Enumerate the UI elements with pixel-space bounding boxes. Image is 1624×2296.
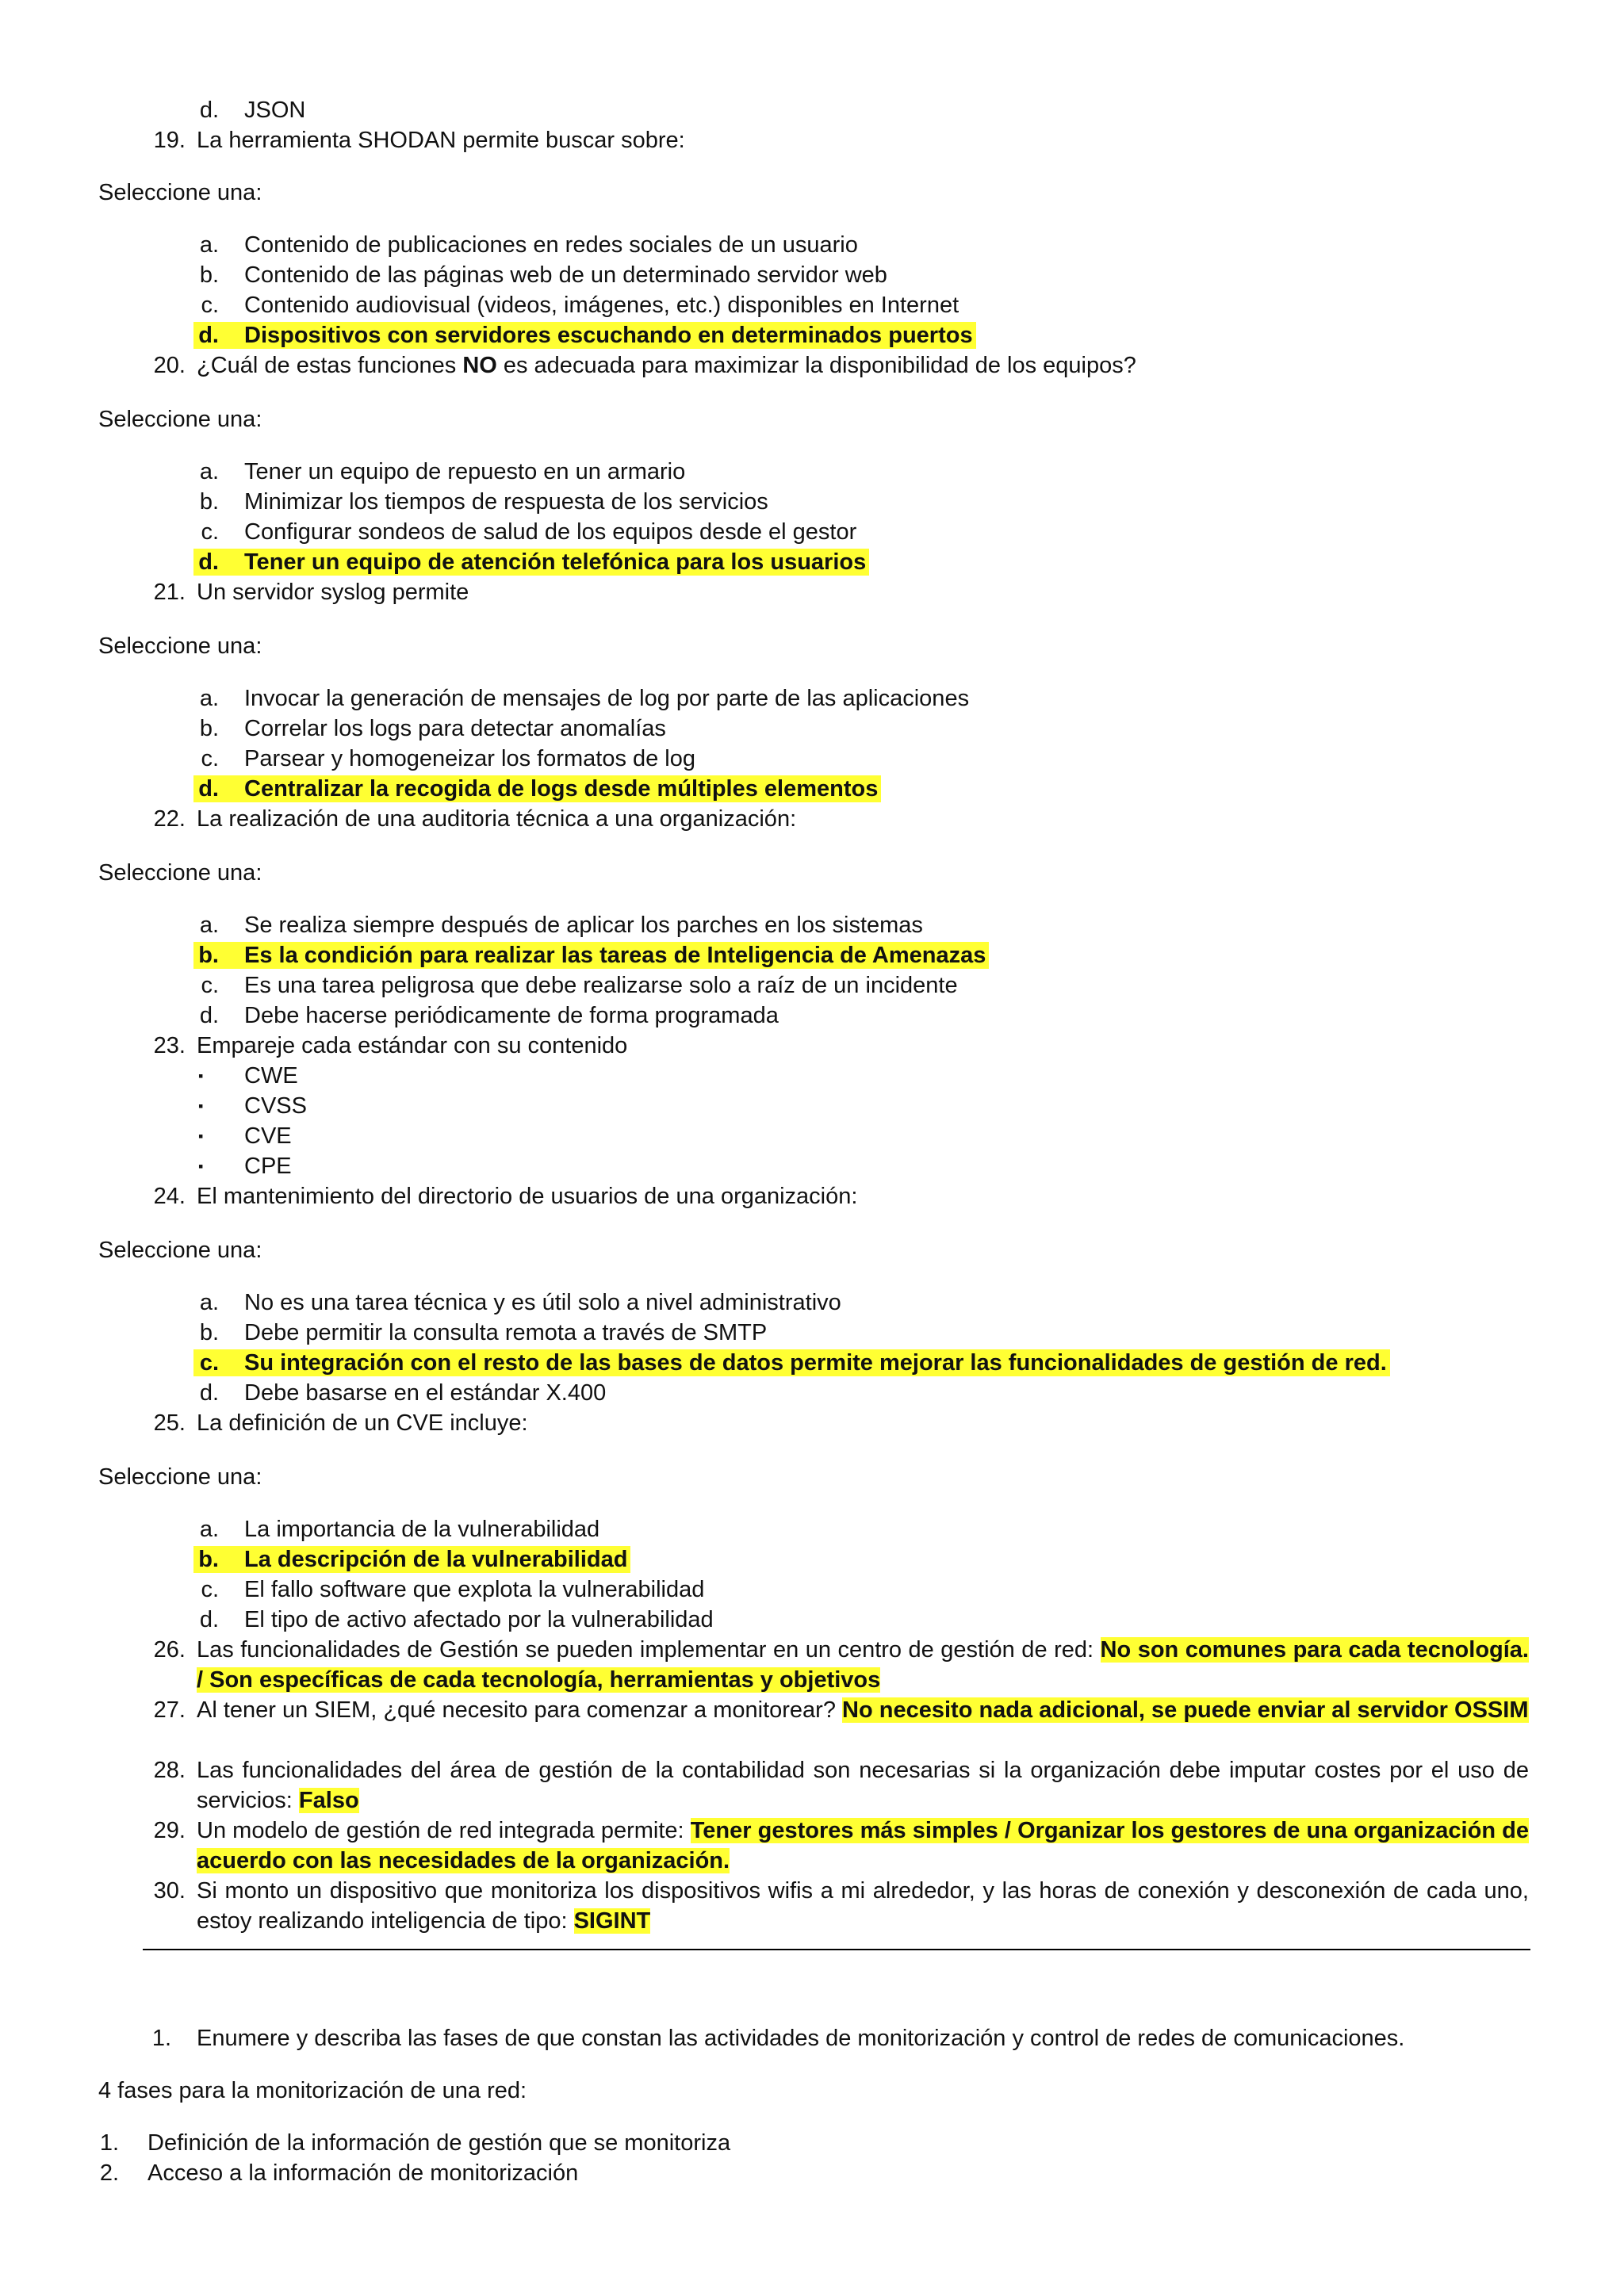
highlighted-answer: Tener gestores más simples / Organizar los gestores de una organización de acuerdo con las necesidades de la organización. <box>197 1818 1529 1873</box>
question-text <box>197 350 1136 381</box>
square-bullet-icon: ▪ <box>198 1098 204 1114</box>
question-text-part: Empareje cada estándar con su contenido <box>197 1033 628 1058</box>
question-text <box>197 1031 627 1061</box>
question-text: Al tener un SIEM, ¿qué necesito para comenzar a monitorear? <box>197 1697 843 1723</box>
question-with-answer <box>197 1876 1529 1936</box>
option-letter: d. <box>198 323 219 348</box>
option-letter: a. <box>199 232 219 258</box>
list-item-text: Definición de la información de gestión que se monitoriza <box>147 2130 731 2156</box>
question-emphasis: NO <box>462 353 497 378</box>
highlighted-answer: No son comunes para cada tecnología. / Son específicas de cada tecnología, herramientas y objetivos <box>197 1637 1529 1693</box>
option-text: La importancia de la vulnerabilidad <box>244 1517 600 1542</box>
option-letter: c. <box>201 973 219 998</box>
question-text-part: La realización de una auditoria técnica a una organización: <box>197 806 797 832</box>
option-letter: b. <box>199 262 219 288</box>
question-with-answer <box>197 1755 1529 1816</box>
question-with-answer <box>197 1816 1529 1876</box>
option-text: El tipo de activo afectado por la vulnerabilidad <box>244 1607 714 1632</box>
square-bullet-icon: ▪ <box>198 1158 204 1174</box>
section2-question-number: 1. <box>151 2026 171 2051</box>
question-text <box>197 1181 857 1211</box>
option-letter: b. <box>198 943 219 968</box>
bullet-text: CVE <box>244 1123 292 1149</box>
option-text: Debe hacerse periódicamente de forma programada <box>244 1003 779 1028</box>
option-text: Centralizar la recogida de logs desde múltiples elementos <box>244 776 879 802</box>
option-text: Invocar la generación de mensajes de log por parte de las aplicaciones <box>244 686 970 711</box>
highlighted-answer: SIGINT <box>573 1908 651 1934</box>
option-text: Minimizar los tiempos de respuesta de los servicios <box>244 489 768 515</box>
select-one-label: Seleccione una: <box>98 180 262 205</box>
option-text: Tener un equipo de repuesto en un armario <box>244 459 686 484</box>
question-text <box>197 125 685 155</box>
select-one-label: Seleccione una: <box>98 1238 262 1263</box>
select-one-label: Seleccione una: <box>98 407 262 432</box>
option-letter: c. <box>201 1577 219 1602</box>
option-text: Correlar los logs para detectar anomalías <box>244 716 666 741</box>
question-number: 20. <box>153 353 186 378</box>
question-text: Las funcionalidades del área de gestión de la contabilidad son necesarias si la organización debe imputar costes por el uso de servicios: <box>197 1758 1529 1813</box>
option-text: Es una tarea peligrosa que debe realizarse solo a raíz de un incidente <box>244 973 958 998</box>
question-text: Las funcionalidades de Gestión se pueden implementar en un centro de gestión de red: <box>197 1637 1101 1663</box>
option-letter: c. <box>201 293 219 318</box>
question-number: 27. <box>153 1697 186 1723</box>
option-text: Debe permitir la consulta remota a través de SMTP <box>244 1320 768 1345</box>
section2-question-text: Enumere y describa las fases de que constan las actividades de monitorización y control de redes de comunicaciones. <box>197 2026 1405 2051</box>
option-letter: a. <box>199 1517 219 1542</box>
option-text: Tener un equipo de atención telefónica para los usuarios <box>244 549 867 575</box>
option-letter: a. <box>199 459 219 484</box>
bullet-text: CWE <box>244 1063 298 1089</box>
bullet-text: CPE <box>244 1154 292 1179</box>
option-text: No es una tarea técnica y es útil solo a nivel administrativo <box>244 1290 841 1315</box>
option-text: Es la condición para realizar las tareas de Inteligencia de Amenazas <box>244 943 986 968</box>
question-text: Si monto un dispositivo que monitoriza los dispositivos wifis a mi alrededor, y las horas de conexión y desconexión de cada uno, estoy realizando inteligencia de tipo: <box>197 1878 1529 1934</box>
option-text: Configurar sondeos de salud de los equipos desde el gestor <box>244 519 857 545</box>
option-letter: b. <box>199 716 219 741</box>
select-one-label: Seleccione una: <box>98 1464 262 1490</box>
section-divider <box>143 1949 1530 1950</box>
option-letter: d. <box>199 1003 219 1028</box>
option-letter: c. <box>201 746 219 771</box>
option-text: La descripción de la vulnerabilidad <box>244 1547 628 1572</box>
question-text-part: es adecuada para maximizar la disponibilidad de los equipos? <box>496 353 1136 378</box>
question-number: 30. <box>153 1878 186 1904</box>
question-number: 22. <box>153 806 186 832</box>
option-letter: d. <box>198 776 219 802</box>
option-letter: b. <box>198 1547 219 1572</box>
question-text <box>197 804 796 834</box>
option-text: Debe basarse en el estándar X.400 <box>244 1380 607 1406</box>
question-text-part: La herramienta SHODAN permite buscar sobre: <box>197 128 685 153</box>
option-letter: a. <box>199 913 219 938</box>
list-item-number: 1. <box>99 2130 119 2156</box>
question-text: Un modelo de gestión de red integrada permite: <box>197 1818 691 1843</box>
option-text: Parsear y homogeneizar los formatos de log <box>244 746 696 771</box>
highlighted-answer: No necesito nada adicional, se puede enviar al servidor OSSIM <box>842 1697 1529 1723</box>
option-letter: c. <box>199 1350 219 1376</box>
option-letter: d. <box>199 1380 219 1406</box>
question-text-part: La definición de un CVE incluye: <box>197 1410 528 1436</box>
option-letter: a. <box>199 686 219 711</box>
question-text <box>197 1408 528 1438</box>
question-number: 28. <box>153 1758 186 1783</box>
option-text: El fallo software que explota la vulnerabilidad <box>244 1577 705 1602</box>
question-number: 19. <box>153 128 186 153</box>
option-text: Contenido de publicaciones en redes sociales de un usuario <box>244 232 858 258</box>
option-letter: a. <box>199 1290 219 1315</box>
question-with-answer <box>197 1635 1529 1695</box>
option-text: Dispositivos con servidores escuchando en determinados puertos <box>244 323 973 348</box>
option-letter: d. <box>198 549 219 575</box>
option-letter: d. <box>199 98 219 123</box>
list-item-text: Acceso a la información de monitorización <box>147 2160 579 2186</box>
option-letter: c. <box>201 519 219 545</box>
section2-intro: 4 fases para la monitorización de una red: <box>98 2078 527 2103</box>
select-one-label: Seleccione una: <box>98 860 262 886</box>
option-text: Contenido audiovisual (videos, imágenes, etc.) disponibles en Internet <box>244 293 959 318</box>
option-text: Su integración con el resto de las bases de datos permite mejorar las funcionalidades de gestión de red. <box>244 1350 1387 1376</box>
question-text-part: ¿Cuál de estas funciones <box>197 353 463 378</box>
question-number: 21. <box>153 580 186 605</box>
option-text: JSON <box>244 98 306 123</box>
question-text <box>197 577 469 607</box>
select-one-label: Seleccione una: <box>98 633 262 659</box>
question-number: 23. <box>153 1033 186 1058</box>
question-number: 29. <box>153 1818 186 1843</box>
question-text-part: Un servidor syslog permite <box>197 580 469 605</box>
question-number: 26. <box>153 1637 186 1663</box>
bullet-text: CVSS <box>244 1093 307 1119</box>
question-text-part: El mantenimiento del directorio de usuarios de una organización: <box>197 1184 858 1209</box>
square-bullet-icon: ▪ <box>198 1068 204 1084</box>
option-text: Contenido de las páginas web de un determinado servidor web <box>244 262 887 288</box>
option-letter: d. <box>199 1607 219 1632</box>
option-text: Se realiza siempre después de aplicar los parches en los sistemas <box>244 913 923 938</box>
square-bullet-icon: ▪ <box>198 1128 204 1144</box>
question-with-answer <box>197 1695 1529 1725</box>
highlighted-answer: Falso <box>298 1788 359 1813</box>
question-number: 24. <box>153 1184 186 1209</box>
list-item-number: 2. <box>99 2160 119 2186</box>
option-letter: b. <box>199 489 219 515</box>
option-letter: b. <box>199 1320 219 1345</box>
question-number: 25. <box>153 1410 186 1436</box>
